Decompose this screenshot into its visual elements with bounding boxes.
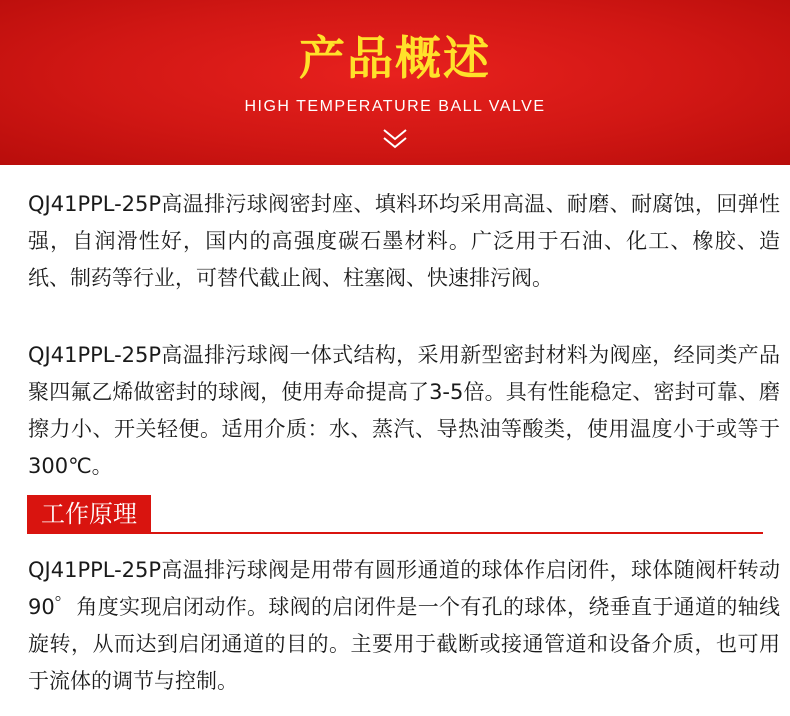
section-divider [27,532,763,534]
double-chevron-down-icon [380,124,410,154]
overview-paragraph-2: QJ41PPL-25P高温排污球阀一体式结构，采用新型密封材料为阀座，经同类产品聚四氟乙烯做密封的球阀，使用寿命提高了3-5倍。具有性能稳定、密封可靠、磨擦力小、开关轻便。适用介质：水、蒸汽、导热油等酸类，使用温度小于或等于300℃。 [28,343,780,478]
overview-paragraph-1: QJ41PPL-25P高温排污球阀密封座、填料环均采用高温、耐磨、耐腐蚀，回弹性强，自润滑性好，国内的高强度碳石墨材料。广泛用于石油、化工、橡胶、造纸、制药等行业，可替代截止阀、柱塞阀、快速排污阀。 [28,192,780,290]
page-title: 产品概述 [299,31,491,85]
principle-paragraph: QJ41PPL-25P高温排污球阀是用带有圆形通道的球体作启闭件，球体随阀杆转动90゜角度实现启闭动作。球阀的启闭件是一个有孔的球体，绕垂直于通道的轴线旋转，从而达到启闭通道的目的。主要用于截断或接通管道和设备介质，也可用于流体的调节与控制。 [28,558,780,693]
header-banner [0,0,790,165]
page-subtitle: HIGH TEMPERATURE BALL VALVE [244,98,546,115]
section-heading-principle: 工作原理 [27,495,151,533]
